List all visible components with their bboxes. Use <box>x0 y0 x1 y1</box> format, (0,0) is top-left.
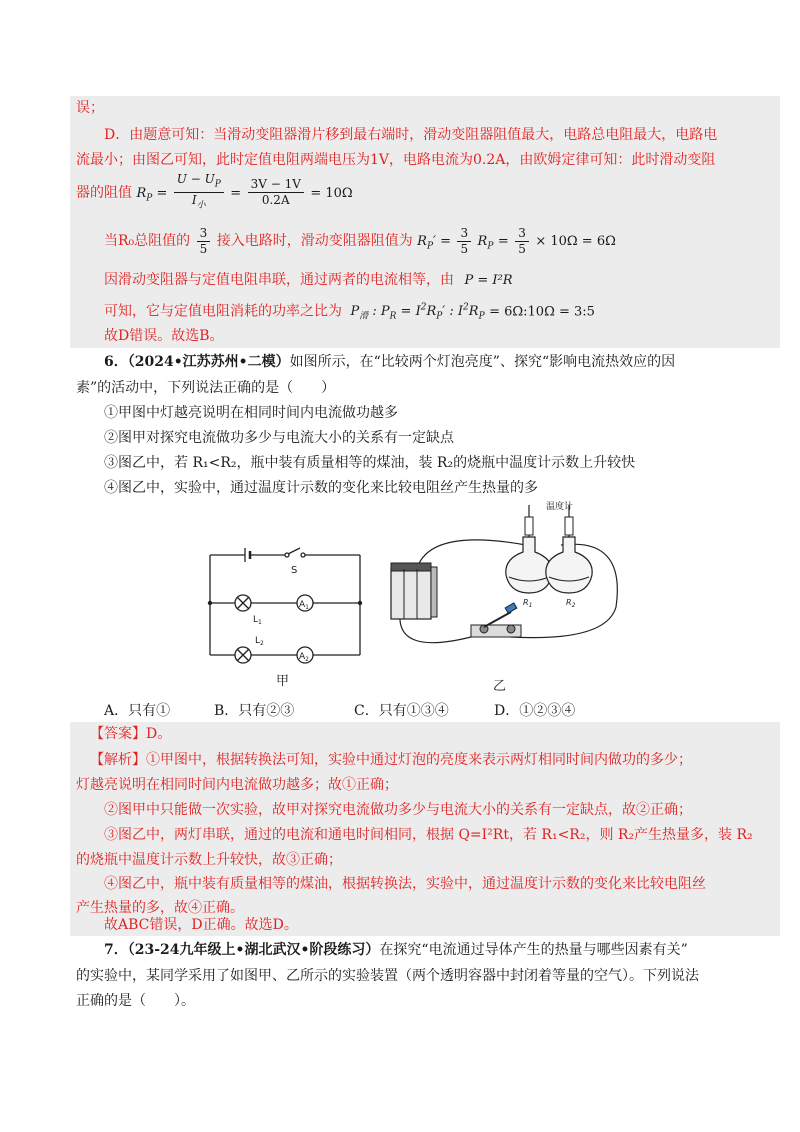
figure-yi-caption: 乙 <box>493 679 507 694</box>
formula-result: = 10Ω <box>310 185 353 201</box>
circuit-diagram-jia <box>195 535 375 695</box>
analysis-line-1: 【解析】①甲图中，根据转换法可知，实验中通过灯泡的亮度来表示两灯相同时间内做功的多少； <box>90 752 692 768</box>
statement-3: ③图乙中，若 R₁<R₂，瓶中装有质量相等的煤油，装 R₂的烧瓶中温度计示数上升较快 <box>104 455 636 471</box>
text-line: 误； <box>76 100 104 116</box>
question-6-stem: 6．（2024•江苏苏州•二模）如图所示，在“比较两个灯泡亮度”、探究“影响电流热效应的因 <box>104 354 676 370</box>
apparatus-diagram-yi <box>386 497 636 677</box>
switch-label: S <box>291 565 298 576</box>
fraction-3-5: $\frac{3}{5}$ <box>197 226 211 257</box>
analysis-line-8: 故ABC错误，D正确。故选D。 <box>104 917 298 933</box>
analysis-line-2: 灯越亮说明在相同时间内电流做功越多；故①正确； <box>76 777 398 793</box>
lamp-l1-label: $L_1$ <box>253 615 262 626</box>
option-b[interactable]: B．只有②③ <box>214 703 295 719</box>
option-a[interactable]: A．只有① <box>104 703 171 719</box>
formula-line-resistance: 器的阻值 $R_P$ = $\frac{U - U_P}{I_小}$ = $\frac{3V - 1V}{0.2A}$ = 10Ω <box>76 172 353 210</box>
rp-symbol: $R_P$ = <box>136 185 168 204</box>
formula-prefix: 器的阻值 <box>76 184 132 201</box>
analysis-line-4: ③图乙中，两灯串联，通过的电流和通电时间相同，根据 Q=I²Rt，若 R₁<R₂，则 R₂产生热量多，装 R₂ <box>104 827 753 843</box>
analysis-line-7: 产生热量的多，故④正确。 <box>76 900 244 916</box>
knife-switch <box>471 603 521 637</box>
fraction-2: $\frac{3V - 1V}{0.2A}$ <box>248 177 304 208</box>
ammeter-a2-label: $A_2$ <box>299 652 309 663</box>
thermometer-label: 温度计 <box>546 502 574 512</box>
ammeter-a1-label: $A_1$ <box>299 600 309 611</box>
statement-1: ①甲图中灯越亮说明在相同时间内电流做功越多 <box>104 405 398 421</box>
statement-2: ②图甲对探究电流做功多少与电流大小的关系有一定缺点 <box>104 430 454 446</box>
fraction-1: $\frac{U - U_P}{I_小}$ <box>174 172 224 214</box>
analysis-line-5: 的烧瓶中温度计示数上升较快，故③正确； <box>76 852 342 868</box>
option-d[interactable]: D．①②③④ <box>494 703 576 719</box>
option-c[interactable]: C．只有①③④ <box>354 703 449 719</box>
answer-line: 【答案】D。 <box>90 726 172 742</box>
lamp-l2-label: $L_2$ <box>255 636 264 647</box>
figure-jia-caption: 甲 <box>276 674 290 689</box>
analysis-line-6: ④图乙中，瓶中装有质量相等的煤油，根据转换法，实验中，通过温度计示数的变化来比较电阻丝 <box>104 876 706 892</box>
formula-line-power-ratio: 可知，它与定值电阻消耗的功率之比为 $P_滑$ : $P_R = I^2R_P'$ : $I^2R_P$ = 6Ω:10Ω = 3:5 <box>104 303 595 322</box>
question-7-stem-cont: 的实验中，某同学采用了如图甲、乙所示的实验装置（两个透明容器中封闭着等量的空气）。下列说法 <box>76 968 699 984</box>
battery-pack <box>391 563 437 619</box>
statement-4: ④图乙中，实验中，通过温度计示数的变化来比较电阻丝产生热量的多 <box>104 480 538 496</box>
formula-line-power: 因滑动变阻器与定值电阻串联，通过两者的电流相等，由 P = I²R <box>104 272 513 288</box>
question-6-stem-cont: 素”的活动中，下列说法正确的是（ ） <box>76 380 336 396</box>
question-7-stem-end: 正确的是（ ）。 <box>76 993 195 1009</box>
r2-label: $R_2$ <box>566 598 576 609</box>
question-7-stem: 7．（23-24九年级上•湖北武汉•阶段练习）在探究“电流通过导体产生的热量与哪些因素有关” <box>104 942 688 958</box>
flask-r2 <box>546 505 592 593</box>
formula-line-ratio: 当R₀总阻值的 $\frac{3}{5}$ 接入电路时，滑动变阻器阻值为 $R_P'$ = $\frac{3}{5}$ $R_P$ = $\frac{3}{5}$ × 10Ω = 6Ω <box>104 225 616 256</box>
r1-label: $R_1$ <box>523 598 533 609</box>
analysis-line-3: ②图甲中只能做一次实验，故甲对探究电流做功多少与电流大小的关系有一定缺点，故②正确； <box>104 802 692 818</box>
text-line: D．由题意可知：当滑动变阻器滑片移到最右端时，滑动变阻器阻值最大，电路总电阻最大，电路电 <box>104 127 718 143</box>
flask-r1 <box>506 505 552 593</box>
text-line: 故D错误。故选B。 <box>104 328 224 344</box>
text-line: 流最小；由图乙可知，此时定值电阻两端电压为1V，电路电流为0.2A，由欧姆定律可知：此时滑动变阻 <box>76 152 716 168</box>
